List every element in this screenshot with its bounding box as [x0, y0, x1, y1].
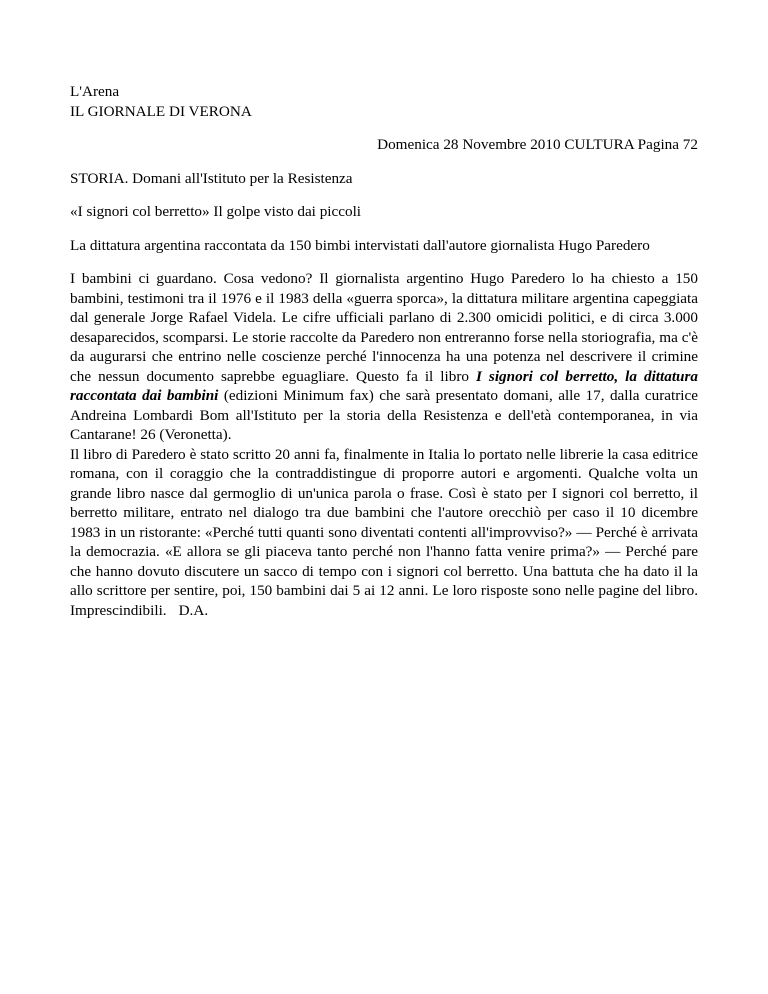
author-signature: D.A.	[178, 601, 209, 619]
dateline: Domenica 28 Novembre 2010 CULTURA Pagina 72	[377, 136, 698, 153]
article-page	[70, 82, 698, 620]
publication-subtitle: IL GIORNALE DI VERONA	[70, 102, 252, 120]
section-kicker: STORIA. Domani all'Istituto per la Resistenza	[70, 169, 353, 187]
article-subhead: La dittatura argentina raccontata da 150 bimbi intervistati dall'autore giornalista Hugo Paredero	[70, 236, 650, 254]
publication-name: L'Arena	[70, 83, 120, 100]
body-paragraph-1	[70, 269, 698, 445]
article-body	[70, 269, 698, 620]
article-headline: «I signori col berretto» Il golpe visto dai piccoli	[70, 203, 362, 220]
paragraph-1-outro: (edizioni Minimum fax) che sarà presentato domani, alle 17, dalla curatrice Andreina Lombardi Bom all'Istituto per la storia della Resistenza e dell'età contemporanea, in via Cantarane! 26 (Veronetta).	[70, 387, 699, 443]
book-title: I signori col berretto, la dittatura raccontata dai bambini	[70, 367, 698, 404]
body-paragraph-2	[70, 445, 698, 621]
paragraph-1-intro: I bambini ci guardano. Cosa vedono? Il giornalista argentino Hugo Paredero lo ha chiesto a 150 bambini, testimoni tra il 1976 e il 1983 della «guerra sporca», la dittatura militare argentina capeggiata dal generale Jorge Rafael Videla. Le cifre ufficiali parlano di 2.300 omicidi politici, e di circa 3.000 desaparecidos, scomparsi. Le storie raccolte da Paredero non entreranno forse nella storiografia, ma c'è da augurarsi che entrino nelle coscienze perché l'innocenza ha una potenza nel descrivere il crimine che nessun documento saprebbe eguagliare. Questo fa il libro	[70, 270, 698, 385]
masthead	[70, 82, 698, 121]
paragraph-2-text: Il libro di Paredero è stato scritto 20 anni fa, finalmente in Italia lo portato nelle librerie la casa editrice romana, con il coraggio che la contraddistingue di proporre autori e argomenti. Qualche volta un grande libro nasce dal germoglio di un'unica parola o frase. Così è stato per I signori col berretto, il berretto militare, entrato nel dialogo tra due bambini che l'autore orecchiò per caso il 10 dicembre 1983 in un ristorante: «Perché tutti quanti sono diventati contenti all'improvviso?» — Perché è arrivata la democrazia. «E allora se gli piaceva tanto perché non l'hanno fatta venire prima?» — Perché pare che hanno dovuto discutere un sacco di tempo con i signori col berretto. Una battuta che ha dato il la allo scrittore per sentire, poi, 150 bambini dai 5 ai 12 anni. Le loro risposte sono nelle pagine del libro. Imprescindibili.	[70, 445, 698, 619]
